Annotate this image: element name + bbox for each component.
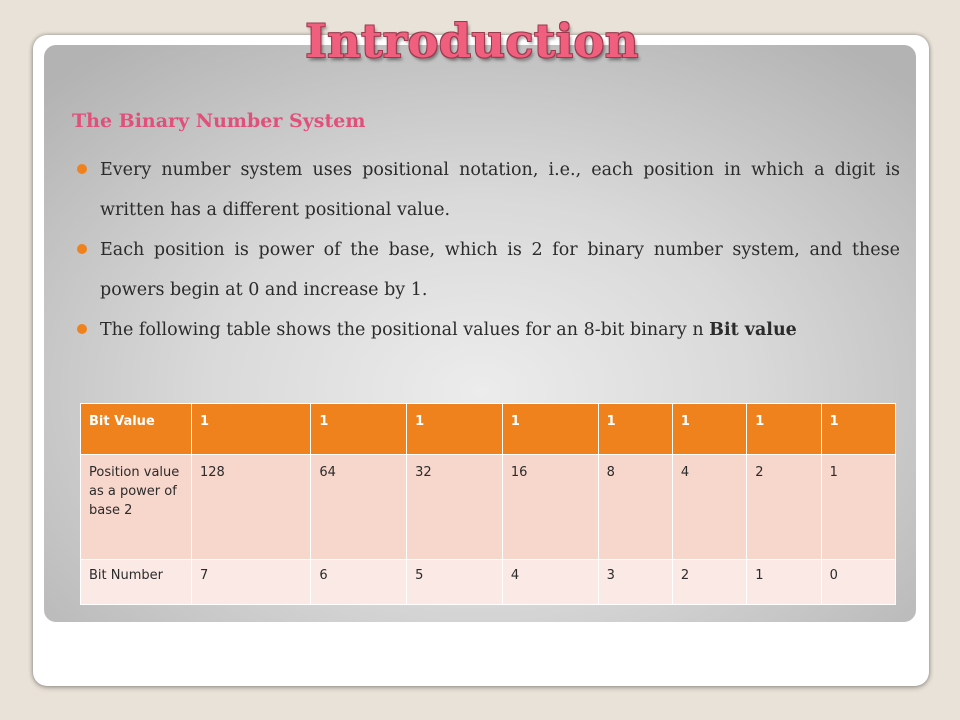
table-cell: 4 <box>502 560 598 605</box>
bullet-text: Each position is power of the base, which is 2 for binary number system, and these powers begin at 0 and increase by 1. <box>100 240 900 300</box>
bullet-list <box>70 150 900 350</box>
bit-value-table <box>80 403 896 605</box>
bullet-item <box>70 310 900 350</box>
table-cell: 1 <box>672 404 746 455</box>
table-cell: 5 <box>407 560 503 605</box>
bullet-dot-icon <box>77 164 87 174</box>
table-cell: 1 <box>747 404 821 455</box>
table-cell: 1 <box>311 404 407 455</box>
table-cell: 1 <box>598 404 672 455</box>
bullet-text: Every number system uses positional notation, i.e., each position in which a digit is written has a different positional value. <box>100 160 900 220</box>
table-cell: 1 <box>821 404 895 455</box>
table-cell: 4 <box>672 455 746 560</box>
table-cell: 2 <box>747 455 821 560</box>
table-cell: 128 <box>192 455 311 560</box>
table-cell: 1 <box>502 404 598 455</box>
table-cell: 1 <box>192 404 311 455</box>
table-cell: 1 <box>407 404 503 455</box>
bullet-dot-icon <box>77 244 87 254</box>
bullet-dot-icon <box>77 324 87 334</box>
table-cell: 8 <box>598 455 672 560</box>
table-cell: 1 <box>821 455 895 560</box>
table-cell: 1 <box>747 560 821 605</box>
table-row-bit-number <box>81 560 896 605</box>
slide-title: Introduction <box>305 14 639 68</box>
table-row-bit-value <box>81 404 896 455</box>
row-label: Bit Value <box>81 404 192 455</box>
table-cell: 0 <box>821 560 895 605</box>
table-cell: 64 <box>311 455 407 560</box>
table-cell: 32 <box>407 455 503 560</box>
bullet-item <box>70 230 900 310</box>
bullet-bold-text: Bit value <box>709 320 797 340</box>
table-cell: 7 <box>192 560 311 605</box>
row-label: Bit Number <box>81 560 192 605</box>
table-cell: 2 <box>672 560 746 605</box>
row-label: Position value as a power of base 2 <box>81 455 192 560</box>
bullet-text: The following table shows the positional values for an 8-bit binary n <box>100 320 710 340</box>
table-cell: 6 <box>311 560 407 605</box>
slide-subtitle: The Binary Number System <box>72 110 366 132</box>
table-cell: 3 <box>598 560 672 605</box>
bullet-item <box>70 150 900 230</box>
table-cell: 16 <box>502 455 598 560</box>
table-row-position-value <box>81 455 896 560</box>
